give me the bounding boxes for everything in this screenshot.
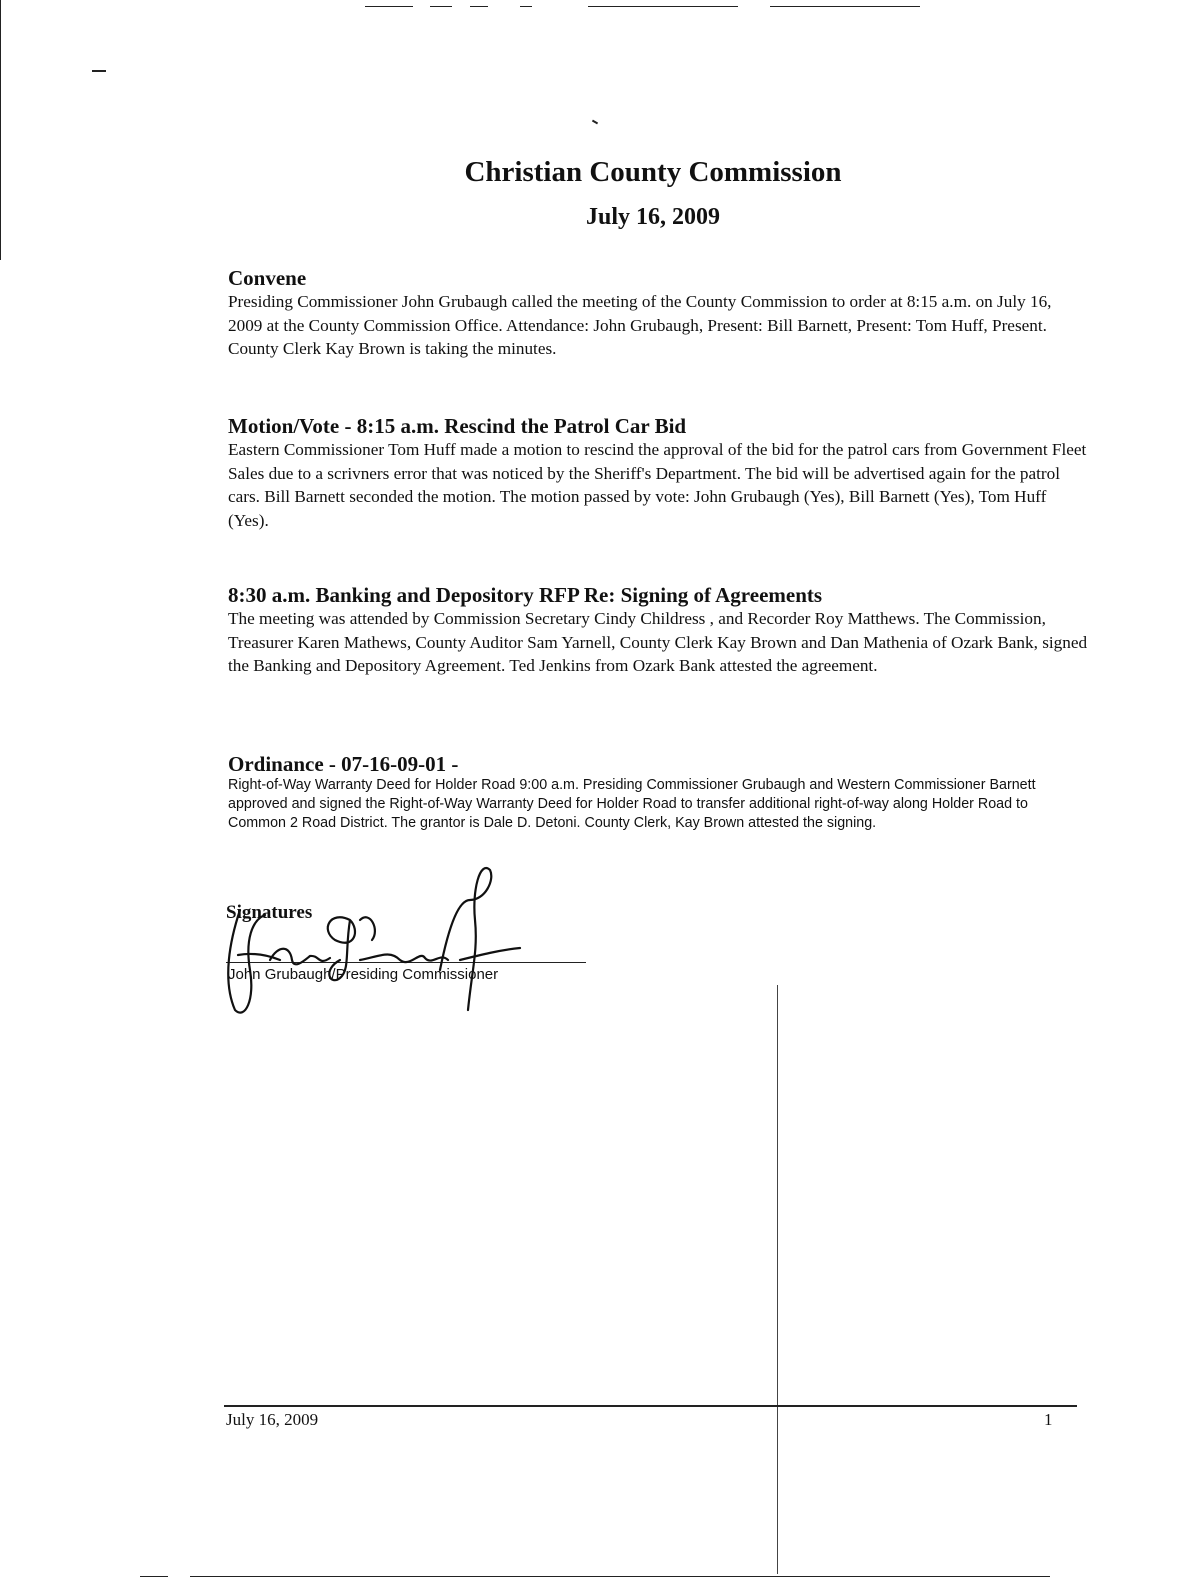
meeting-date: July 16, 2009 bbox=[585, 204, 720, 230]
section-heading: Ordinance - 07-16-09-01 - bbox=[228, 752, 459, 776]
section-heading: 8:30 a.m. Banking and Depository RFP Re: Signing of Agreements bbox=[228, 583, 823, 607]
scan-mark-top bbox=[365, 6, 413, 7]
signatures-heading: Signatures bbox=[226, 902, 313, 923]
section-motion-vote bbox=[228, 414, 1088, 532]
section-convene bbox=[228, 266, 1088, 361]
section-body: The meeting was attended by Commission Secretary Cindy Childress , and Recorder Roy Matthews. The Commission, Treasurer Karen Mathews, County Auditor Sam Yarnell, County Clerk Kay Brown and Dan Mathenia of Ozark Bank, signed the Banking and Depository Agreement. Ted Jenkins from Ozark Bank attested the agreement. bbox=[228, 609, 1088, 675]
page-number: 1 bbox=[1044, 1410, 1053, 1429]
scan-mark-top bbox=[470, 6, 488, 7]
scan-mark-bottom bbox=[140, 1576, 168, 1577]
section-heading: Convene bbox=[228, 266, 307, 290]
signer-label: John Grubaugh/Presiding Commissioner bbox=[228, 966, 499, 983]
fold-line bbox=[777, 985, 778, 1574]
footer-rule bbox=[224, 1405, 1077, 1407]
scan-mark-top bbox=[588, 6, 738, 7]
section-banking-depository bbox=[228, 583, 1088, 678]
scan-mark-top bbox=[430, 6, 452, 7]
page-title: Christian County Commission bbox=[464, 156, 842, 188]
handwritten-signature bbox=[210, 860, 540, 1030]
section-heading: Motion/Vote - 8:15 a.m. Rescind the Patrol Car Bid bbox=[228, 414, 687, 438]
scan-mark-bottom bbox=[190, 1576, 1050, 1577]
section-body: Eastern Commissioner Tom Huff made a motion to rescind the approval of the bid for the patrol cars from Government Fleet Sales due to a scrivners error that was noticed by the Sheriff's Department. The bid will be advertised again for the patrol cars. Bill Barnett seconded the motion. The motion passed by vote: John Grubaugh (Yes), Bill Barnett (Yes), Tom Huff (Yes). bbox=[228, 440, 1087, 530]
section-body: Right-of-Way Warranty Deed for Holder Road 9:00 a.m. Presiding Commissioner Grubaugh and Western Commissioner Barnett approved and signed the Right-of-Way Warranty Deed for Holder Road to transfer additional right-of-way along Holder Road to Common 2 Road District. The grantor is Dale D. Detoni. County Clerk, Kay Brown attested the signing. bbox=[228, 777, 1036, 831]
footer-date: July 16, 2009 bbox=[226, 1410, 319, 1429]
scan-mark-tick bbox=[592, 120, 598, 125]
section-ordinance bbox=[228, 752, 1088, 833]
scan-mark-dash bbox=[92, 70, 106, 72]
scan-mark-top bbox=[520, 6, 532, 7]
section-body: Presiding Commissioner John Grubaugh called the meeting of the County Commission to order at 8:15 a.m. on July 16, 2009 at the County Commission Office. Attendance: John Grubaugh, Present: Bill Barnett, Present: Tom Huff, Present. County Clerk Kay Brown is taking the minutes. bbox=[228, 292, 1052, 358]
scan-mark-top bbox=[770, 6, 920, 7]
